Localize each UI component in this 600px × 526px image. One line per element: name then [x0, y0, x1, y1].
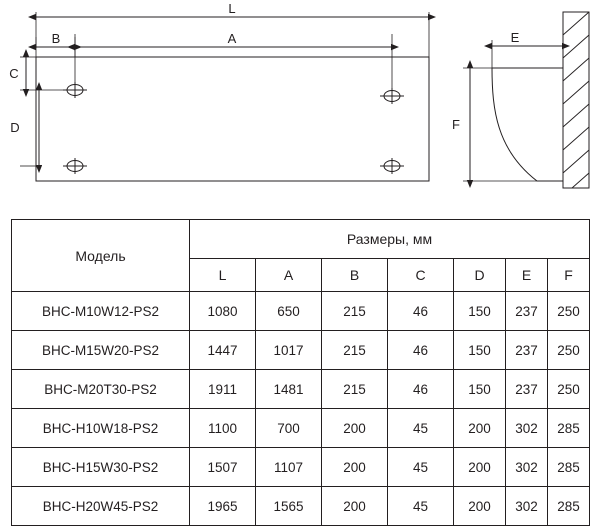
cell-B: 215 — [322, 331, 388, 370]
mount-point — [380, 88, 404, 104]
header-col-E: E — [506, 259, 548, 292]
table-row — [12, 487, 590, 526]
cell-F: 285 — [548, 448, 590, 487]
header-col-F: F — [548, 259, 590, 292]
cell-E: 237 — [506, 370, 548, 409]
cell-D: 150 — [454, 292, 506, 331]
cell-B: 200 — [322, 487, 388, 526]
cell-C: 45 — [388, 409, 454, 448]
table-row — [12, 409, 590, 448]
front-panel-outline — [36, 57, 429, 181]
cell-A: 700 — [256, 409, 322, 448]
dim-label-D: D — [10, 120, 20, 135]
cell-F: 250 — [548, 331, 590, 370]
cell-L: 1447 — [190, 331, 256, 370]
mount-point — [380, 158, 404, 174]
cell-model: BHC-H10W18-PS2 — [12, 409, 190, 448]
cell-model: BHC-M10W12-PS2 — [12, 292, 190, 331]
cell-D: 200 — [454, 448, 506, 487]
cell-C: 46 — [388, 292, 454, 331]
cell-A: 1481 — [256, 370, 322, 409]
cell-D: 200 — [454, 409, 506, 448]
cell-C: 46 — [388, 370, 454, 409]
cell-E: 237 — [506, 331, 548, 370]
cell-L: 1911 — [190, 370, 256, 409]
cell-D: 150 — [454, 331, 506, 370]
table-row — [12, 448, 590, 487]
drawing-svg — [0, 0, 600, 210]
mount-point — [63, 82, 87, 98]
cell-F: 250 — [548, 292, 590, 331]
cell-L: 1507 — [190, 448, 256, 487]
cell-A: 1107 — [256, 448, 322, 487]
cell-E: 237 — [506, 292, 548, 331]
cell-F: 250 — [548, 370, 590, 409]
dim-label-A: A — [227, 31, 237, 46]
cell-C: 45 — [388, 448, 454, 487]
cell-model: BHC-M15W20-PS2 — [12, 331, 190, 370]
cell-F: 285 — [548, 409, 590, 448]
wall-hatching — [563, 12, 589, 188]
cell-C: 46 — [388, 331, 454, 370]
dim-label-E: E — [510, 30, 520, 45]
side-profile — [492, 68, 563, 181]
table-header-row — [12, 220, 590, 259]
table-row — [12, 331, 590, 370]
dimension-drawing — [0, 0, 600, 210]
cell-B: 200 — [322, 448, 388, 487]
dim-label-L: L — [228, 1, 236, 16]
cell-B: 200 — [322, 409, 388, 448]
cell-A: 1017 — [256, 331, 322, 370]
cell-E: 302 — [506, 487, 548, 526]
cell-model: BHC-H15W30-PS2 — [12, 448, 190, 487]
cell-B: 215 — [322, 370, 388, 409]
cell-L: 1100 — [190, 409, 256, 448]
dim-label-C: C — [9, 66, 19, 81]
table-row — [12, 370, 590, 409]
cell-model: BHC-H20W45-PS2 — [12, 487, 190, 526]
header-model: Модель — [12, 220, 190, 292]
header-dimensions-group: Размеры, мм — [190, 220, 590, 259]
header-col-A: A — [256, 259, 322, 292]
mount-point — [63, 158, 87, 174]
cell-D: 200 — [454, 487, 506, 526]
cell-model: BHC-M20T30-PS2 — [12, 370, 190, 409]
cell-E: 302 — [506, 448, 548, 487]
header-col-B: B — [322, 259, 388, 292]
header-col-C: C — [388, 259, 454, 292]
cell-F: 285 — [548, 487, 590, 526]
cell-B: 215 — [322, 292, 388, 331]
cell-A: 650 — [256, 292, 322, 331]
dim-label-B: B — [51, 31, 61, 46]
cell-C: 45 — [388, 487, 454, 526]
table-row — [12, 292, 590, 331]
cell-A: 1565 — [256, 487, 322, 526]
header-col-L: L — [190, 259, 256, 292]
cell-L: 1965 — [190, 487, 256, 526]
cell-D: 150 — [454, 370, 506, 409]
cell-L: 1080 — [190, 292, 256, 331]
dim-label-F: F — [452, 117, 460, 132]
cell-E: 302 — [506, 409, 548, 448]
specifications-table — [11, 219, 590, 526]
header-col-D: D — [454, 259, 506, 292]
